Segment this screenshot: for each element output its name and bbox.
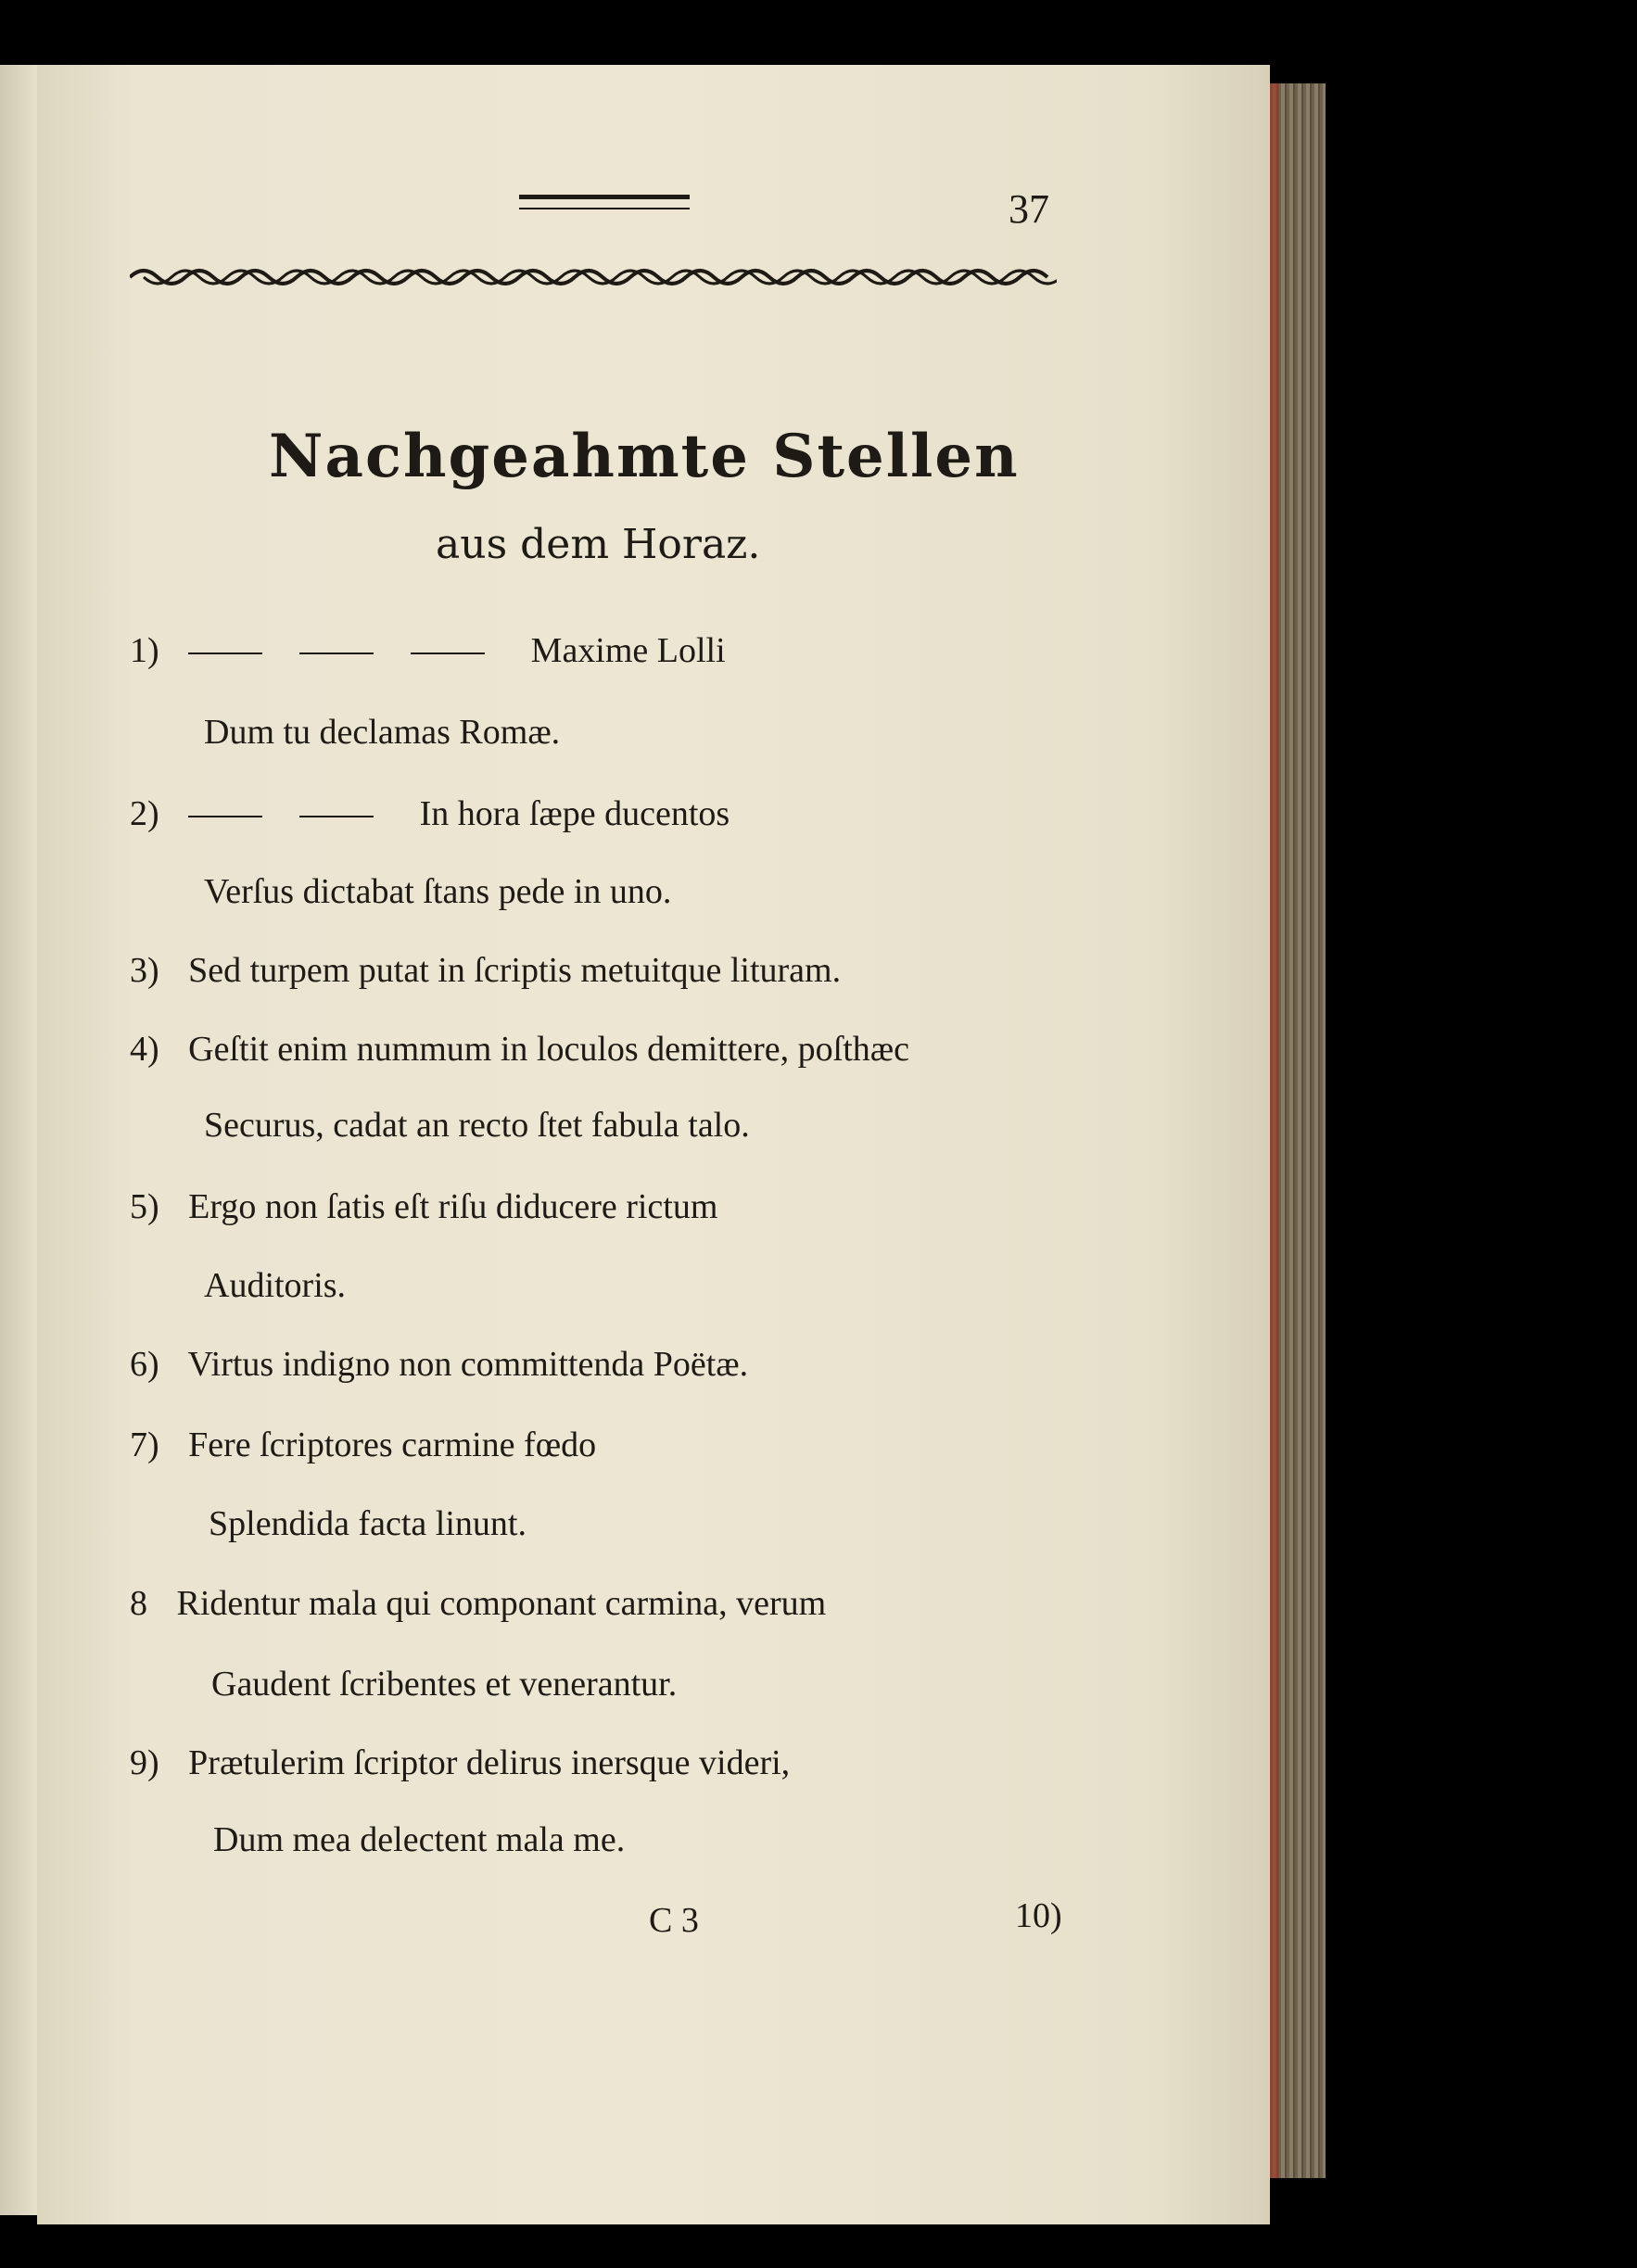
line-text: Virtus indigno non committenda Poëtæ.	[187, 1345, 749, 1384]
text-line	[204, 1105, 750, 1146]
text-line	[130, 1029, 909, 1070]
text-line	[130, 1425, 596, 1465]
line-text: Maxime Lolli	[530, 631, 726, 670]
text-line	[213, 1819, 625, 1860]
line-text: Ergo non ſatis eſt riſu diducere rictum	[188, 1187, 718, 1226]
item-number: 3)	[130, 951, 159, 990]
item-number: 4)	[130, 1030, 159, 1069]
item-number: 2)	[130, 794, 159, 833]
ornament-border	[130, 263, 1057, 291]
text-line	[130, 630, 726, 671]
item-number: 6)	[130, 1345, 159, 1384]
page-title: Nachgeahmte Stellen	[269, 422, 1020, 491]
signature-mark: C 3	[649, 1901, 699, 1940]
line-text: Verſus dictabat ſtans pede in uno.	[204, 872, 672, 911]
item-number: 8	[130, 1584, 147, 1623]
line-text: Geſtit enim nummum in loculos demittere, poſthæc	[188, 1030, 909, 1069]
dash-rule	[411, 653, 485, 654]
left-page-edge	[0, 65, 37, 2215]
line-text: Sed turpem putat in ſcriptis metuitque lituram.	[188, 951, 842, 990]
text-line	[130, 1344, 748, 1385]
text-line	[130, 950, 841, 991]
page-number: 37	[1009, 186, 1049, 232]
text-line	[204, 1265, 346, 1306]
dash-rule	[188, 816, 262, 817]
header-rule	[519, 195, 690, 199]
page-block-edge	[1270, 83, 1326, 2178]
line-text: Gaudent ſcribentes et venerantur.	[211, 1665, 678, 1704]
text-line	[130, 1742, 790, 1783]
line-text: Ridentur mala qui componant carmina, verum	[176, 1584, 827, 1623]
line-text: Dum tu declamas Romæ.	[204, 713, 561, 752]
item-number: 9)	[130, 1743, 159, 1782]
text-line	[209, 1503, 527, 1544]
line-text: In hora ſæpe ducentos	[419, 794, 730, 833]
line-text: Splendida facta linunt.	[209, 1504, 527, 1543]
text-line	[204, 712, 560, 753]
page-subtitle: aus dem Horaz.	[436, 521, 761, 568]
line-text: Securus, cadat an recto ſtet fabula talo.	[204, 1106, 750, 1145]
text-line	[211, 1664, 677, 1704]
dash-rule	[188, 653, 262, 654]
line-text: Auditoris.	[204, 1266, 347, 1305]
header-rule-thin	[519, 208, 690, 209]
dash-rule	[299, 816, 374, 817]
catchword: 10)	[1015, 1896, 1062, 1935]
line-text: Fere ſcriptores carmine fœdo	[188, 1425, 597, 1464]
dash-rule	[299, 653, 374, 654]
line-text: Prætulerim ſcriptor delirus inersque videri,	[188, 1743, 791, 1782]
item-number: 5)	[130, 1187, 159, 1226]
text-line	[130, 1186, 717, 1227]
text-line	[130, 1583, 826, 1624]
line-text: Dum mea delectent mala me.	[213, 1820, 626, 1859]
item-number: 7)	[130, 1425, 159, 1464]
text-line	[204, 871, 671, 912]
text-line	[130, 793, 730, 834]
item-number: 1)	[130, 631, 159, 670]
